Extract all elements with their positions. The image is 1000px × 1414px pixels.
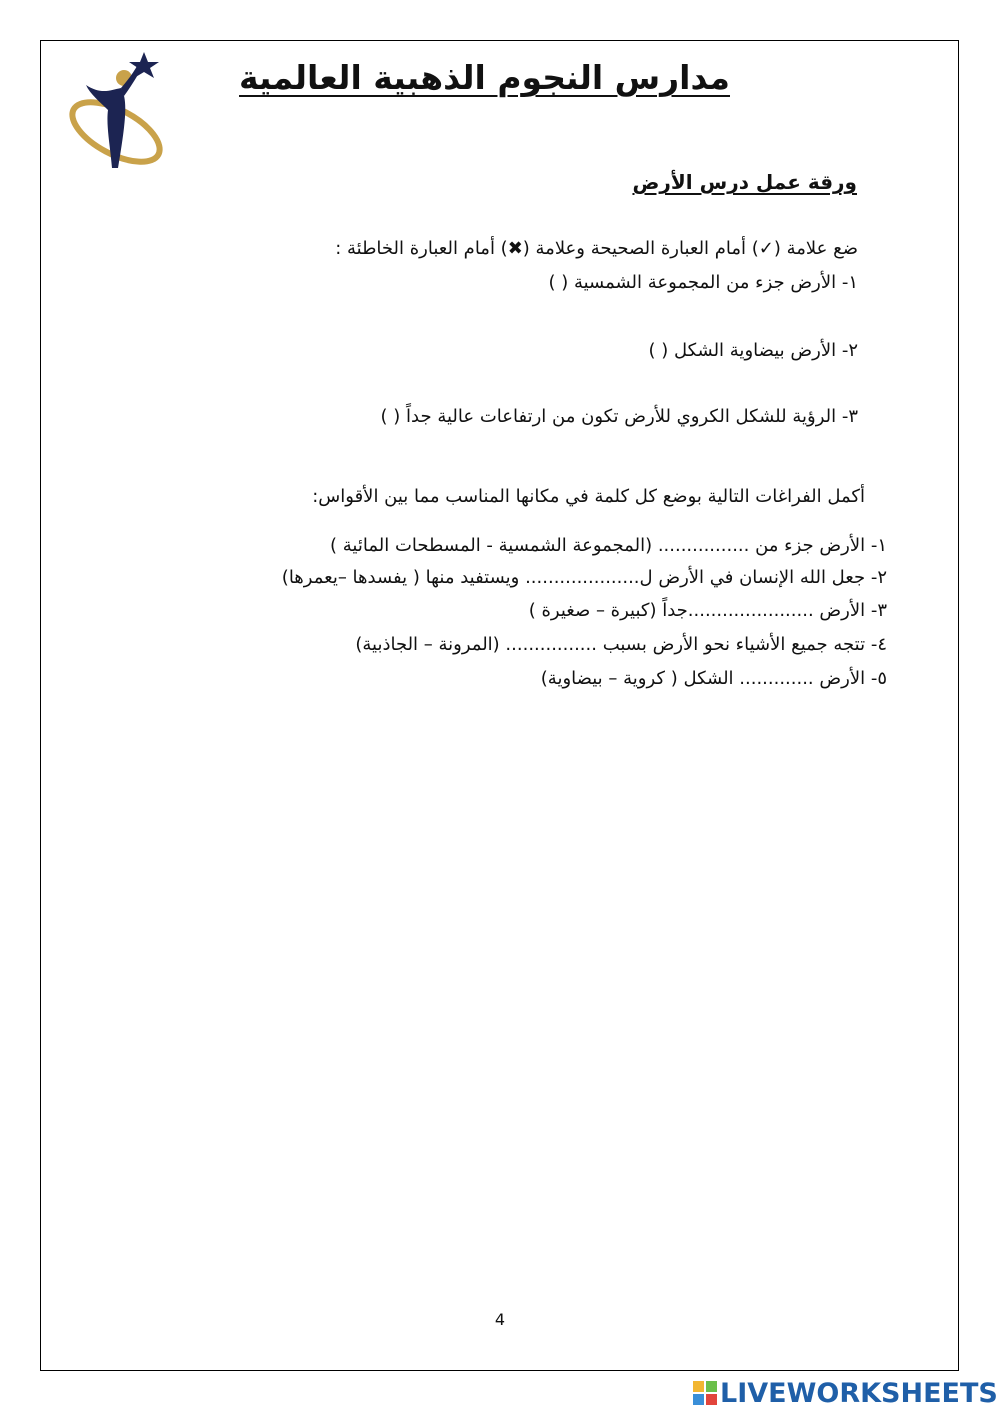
fill-blank-item-4[interactable]: ٤- تتجه جميع الأشياء نحو الأرض بسبب ................ (المرونة – الجاذبية) (355, 634, 887, 655)
page-number: 4 (494, 1310, 506, 1329)
check-mark-icon: ✓ (758, 238, 774, 259)
liveworksheets-brand[interactable] (692, 1378, 998, 1408)
true-false-item-3[interactable]: ٣- الرؤية للشكل الكروي للأرض تكون من ارتفاعات عالية جداً ( ) (380, 406, 858, 427)
true-false-instruction: ضع علامة (✓) أمام العبارة الصحيحة وعلامة (✖) أمام العبارة الخاطئة : (335, 238, 858, 259)
true-false-item-2[interactable]: ٢- الأرض بيضاوية الشكل ( ) (648, 340, 858, 361)
fill-blanks-instruction: أكمل الفراغات التالية بوضع كل كلمة في مكانها المناسب مما بين الأقواس: (312, 486, 865, 507)
brand-text: LIVEWORKSHEETS (720, 1377, 998, 1409)
cross-mark-icon: ✖ (507, 238, 523, 259)
fill-blank-item-1[interactable]: ١- الأرض جزء من ................ (المجموعة الشمسية - المسطحات المائية ) (330, 535, 887, 556)
liveworksheets-icon (692, 1380, 718, 1406)
school-name: مدارس النجوم الذهبية العالمية (239, 58, 730, 97)
fill-blank-item-3[interactable]: ٣- الأرض ......................جداً (كبيرة – صغيرة ) (528, 600, 887, 621)
fill-blank-item-2[interactable]: ٢- جعل الله الإنسان في الأرض ل.................... ويستفيد منها ( يفسدها –يعمرها) (281, 567, 887, 588)
school-logo (66, 50, 170, 174)
worksheet-title: ورقة عمل درس الأرض (632, 170, 857, 194)
fill-blank-item-5[interactable]: ٥- الأرض ............. الشكل ( كروية – بيضاوية) (540, 668, 887, 689)
true-false-item-1[interactable]: ١- الأرض جزء من المجموعة الشمسية ( ) (548, 272, 858, 293)
